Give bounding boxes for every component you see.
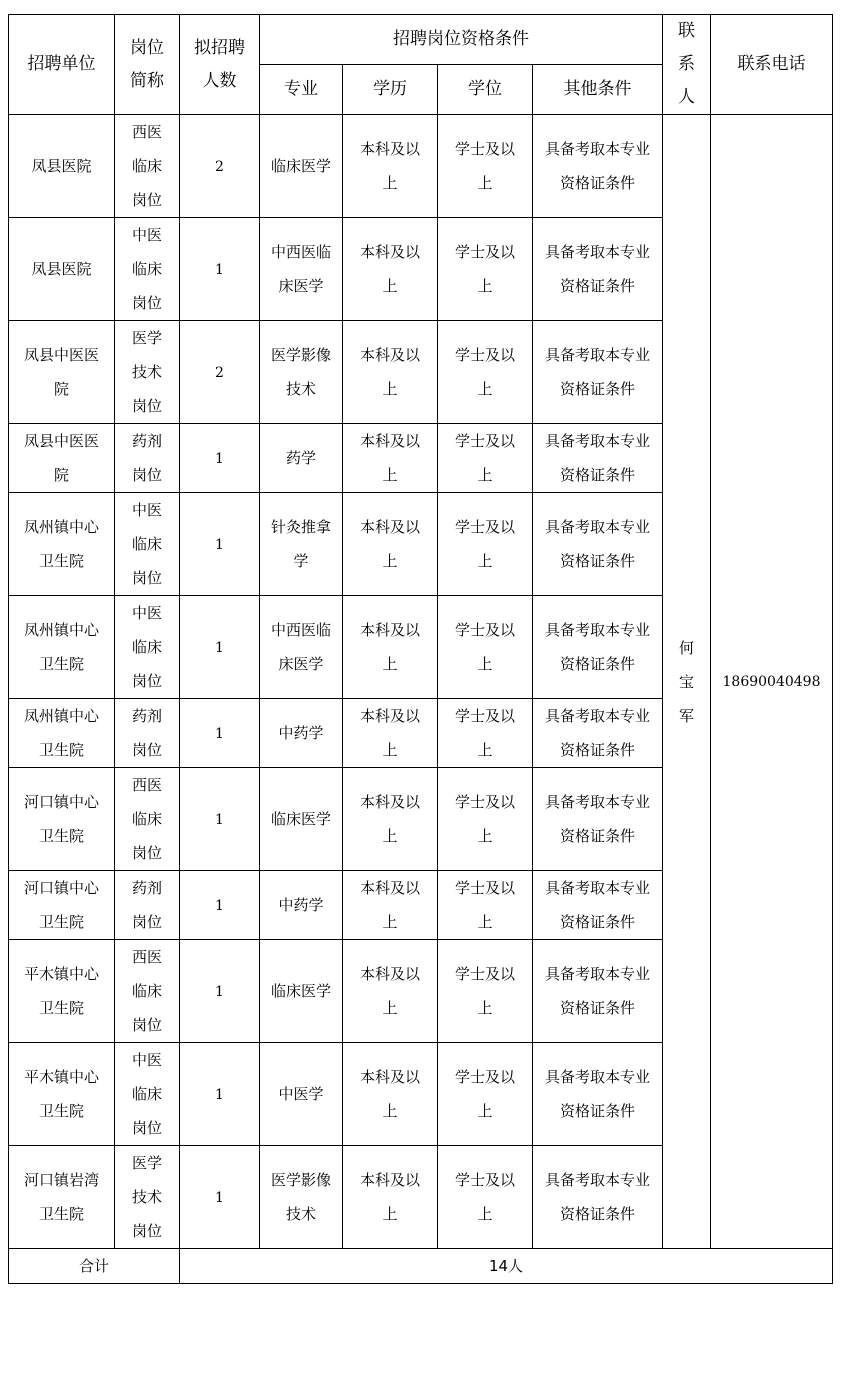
other-cell: 具备考取本专业 资格证条件 bbox=[533, 768, 663, 871]
education-cell: 本科及以 上 bbox=[343, 768, 438, 871]
degree-cell: 学士及以 上 bbox=[438, 218, 533, 321]
education-cell: 本科及以 上 bbox=[343, 871, 438, 940]
other-cell: 具备考取本专业 资格证条件 bbox=[533, 871, 663, 940]
degree-cell: 学士及以 上 bbox=[438, 115, 533, 218]
post-cell: 中医 临床 岗位 bbox=[115, 218, 180, 321]
unit-cell: 凤州镇中心 卫生院 bbox=[9, 493, 115, 596]
other-cell: 具备考取本专业 资格证条件 bbox=[533, 596, 663, 699]
degree-cell: 学士及以 上 bbox=[438, 493, 533, 596]
count-cell: 1 bbox=[180, 218, 260, 321]
unit-cell: 凤州镇中心 卫生院 bbox=[9, 596, 115, 699]
contact-phone-cell: 18690040498 bbox=[711, 115, 833, 1249]
degree-cell: 学士及以 上 bbox=[438, 321, 533, 424]
major-cell: 中西医临 床医学 bbox=[260, 218, 343, 321]
major-cell: 临床医学 bbox=[260, 768, 343, 871]
education-cell: 本科及以 上 bbox=[343, 1043, 438, 1146]
unit-cell: 凤县医院 bbox=[9, 115, 115, 218]
count-cell: 1 bbox=[180, 768, 260, 871]
degree-cell: 学士及以 上 bbox=[438, 768, 533, 871]
major-cell: 医学影像 技术 bbox=[260, 321, 343, 424]
other-cell: 具备考取本专业 资格证条件 bbox=[533, 940, 663, 1043]
education-cell: 本科及以 上 bbox=[343, 321, 438, 424]
other-cell: 具备考取本专业 资格证条件 bbox=[533, 699, 663, 768]
major-cell: 药学 bbox=[260, 424, 343, 493]
table-header bbox=[9, 15, 833, 115]
unit-cell: 河口镇中心 卫生院 bbox=[9, 871, 115, 940]
unit-cell: 凤县中医医 院 bbox=[9, 321, 115, 424]
recruitment-table bbox=[8, 14, 833, 1284]
count-cell: 1 bbox=[180, 596, 260, 699]
post-cell: 西医 临床 岗位 bbox=[115, 940, 180, 1043]
education-cell: 本科及以 上 bbox=[343, 1146, 438, 1249]
total-label: 合计 bbox=[9, 1249, 180, 1284]
count-cell: 1 bbox=[180, 493, 260, 596]
major-cell: 针灸推拿 学 bbox=[260, 493, 343, 596]
count-cell: 1 bbox=[180, 1146, 260, 1249]
post-cell: 药剂 岗位 bbox=[115, 424, 180, 493]
major-cell: 医学影像 技术 bbox=[260, 1146, 343, 1249]
table-body bbox=[9, 115, 833, 1249]
post-cell: 西医 临床 岗位 bbox=[115, 768, 180, 871]
degree-cell: 学士及以 上 bbox=[438, 424, 533, 493]
table-row bbox=[9, 115, 833, 218]
header-contact-person: 联 系 人 bbox=[663, 15, 711, 115]
header-other: 其他条件 bbox=[533, 65, 663, 115]
count-cell: 1 bbox=[180, 940, 260, 1043]
major-cell: 中医学 bbox=[260, 1043, 343, 1146]
count-cell: 1 bbox=[180, 424, 260, 493]
contact-person-cell: 何 宝 军 bbox=[663, 115, 711, 1249]
post-cell: 医学 技术 岗位 bbox=[115, 321, 180, 424]
unit-cell: 平木镇中心 卫生院 bbox=[9, 940, 115, 1043]
other-cell: 具备考取本专业 资格证条件 bbox=[533, 1146, 663, 1249]
unit-cell: 凤州镇中心 卫生院 bbox=[9, 699, 115, 768]
count-cell: 2 bbox=[180, 321, 260, 424]
degree-cell: 学士及以 上 bbox=[438, 596, 533, 699]
education-cell: 本科及以 上 bbox=[343, 218, 438, 321]
post-cell: 中医 临床 岗位 bbox=[115, 596, 180, 699]
education-cell: 本科及以 上 bbox=[343, 493, 438, 596]
major-cell: 中药学 bbox=[260, 871, 343, 940]
education-cell: 本科及以 上 bbox=[343, 940, 438, 1043]
table-footer bbox=[9, 1249, 833, 1284]
degree-cell: 学士及以 上 bbox=[438, 1146, 533, 1249]
major-cell: 中西医临 床医学 bbox=[260, 596, 343, 699]
major-cell: 临床医学 bbox=[260, 115, 343, 218]
header-degree: 学位 bbox=[438, 65, 533, 115]
major-cell: 临床医学 bbox=[260, 940, 343, 1043]
degree-cell: 学士及以 上 bbox=[438, 871, 533, 940]
post-cell: 西医 临床 岗位 bbox=[115, 115, 180, 218]
other-cell: 具备考取本专业 资格证条件 bbox=[533, 424, 663, 493]
total-value: 14人 bbox=[180, 1249, 833, 1284]
header-education: 学历 bbox=[343, 65, 438, 115]
post-cell: 药剂 岗位 bbox=[115, 699, 180, 768]
education-cell: 本科及以 上 bbox=[343, 115, 438, 218]
post-cell: 中医 临床 岗位 bbox=[115, 493, 180, 596]
unit-cell: 凤县医院 bbox=[9, 218, 115, 321]
unit-cell: 河口镇中心 卫生院 bbox=[9, 768, 115, 871]
count-cell: 1 bbox=[180, 699, 260, 768]
other-cell: 具备考取本专业 资格证条件 bbox=[533, 493, 663, 596]
education-cell: 本科及以 上 bbox=[343, 596, 438, 699]
other-cell: 具备考取本专业 资格证条件 bbox=[533, 321, 663, 424]
header-contact-phone: 联系电话 bbox=[711, 15, 833, 115]
other-cell: 具备考取本专业 资格证条件 bbox=[533, 218, 663, 321]
post-cell: 医学 技术 岗位 bbox=[115, 1146, 180, 1249]
header-unit: 招聘单位 bbox=[9, 15, 115, 115]
other-cell: 具备考取本专业 资格证条件 bbox=[533, 115, 663, 218]
header-major: 专业 bbox=[260, 65, 343, 115]
post-cell: 中医 临床 岗位 bbox=[115, 1043, 180, 1146]
education-cell: 本科及以 上 bbox=[343, 699, 438, 768]
count-cell: 1 bbox=[180, 871, 260, 940]
unit-cell: 凤县中医医 院 bbox=[9, 424, 115, 493]
unit-cell: 河口镇岩湾 卫生院 bbox=[9, 1146, 115, 1249]
degree-cell: 学士及以 上 bbox=[438, 1043, 533, 1146]
header-post-abbr: 岗位 简称 bbox=[115, 15, 180, 115]
unit-cell: 平木镇中心 卫生院 bbox=[9, 1043, 115, 1146]
degree-cell: 学士及以 上 bbox=[438, 699, 533, 768]
header-qualifications: 招聘岗位资格条件 bbox=[260, 15, 663, 65]
count-cell: 1 bbox=[180, 1043, 260, 1146]
education-cell: 本科及以 上 bbox=[343, 424, 438, 493]
header-planned-count: 拟招聘 人数 bbox=[180, 15, 260, 115]
degree-cell: 学士及以 上 bbox=[438, 940, 533, 1043]
other-cell: 具备考取本专业 资格证条件 bbox=[533, 1043, 663, 1146]
post-cell: 药剂 岗位 bbox=[115, 871, 180, 940]
major-cell: 中药学 bbox=[260, 699, 343, 768]
total-row bbox=[9, 1249, 833, 1284]
count-cell: 2 bbox=[180, 115, 260, 218]
